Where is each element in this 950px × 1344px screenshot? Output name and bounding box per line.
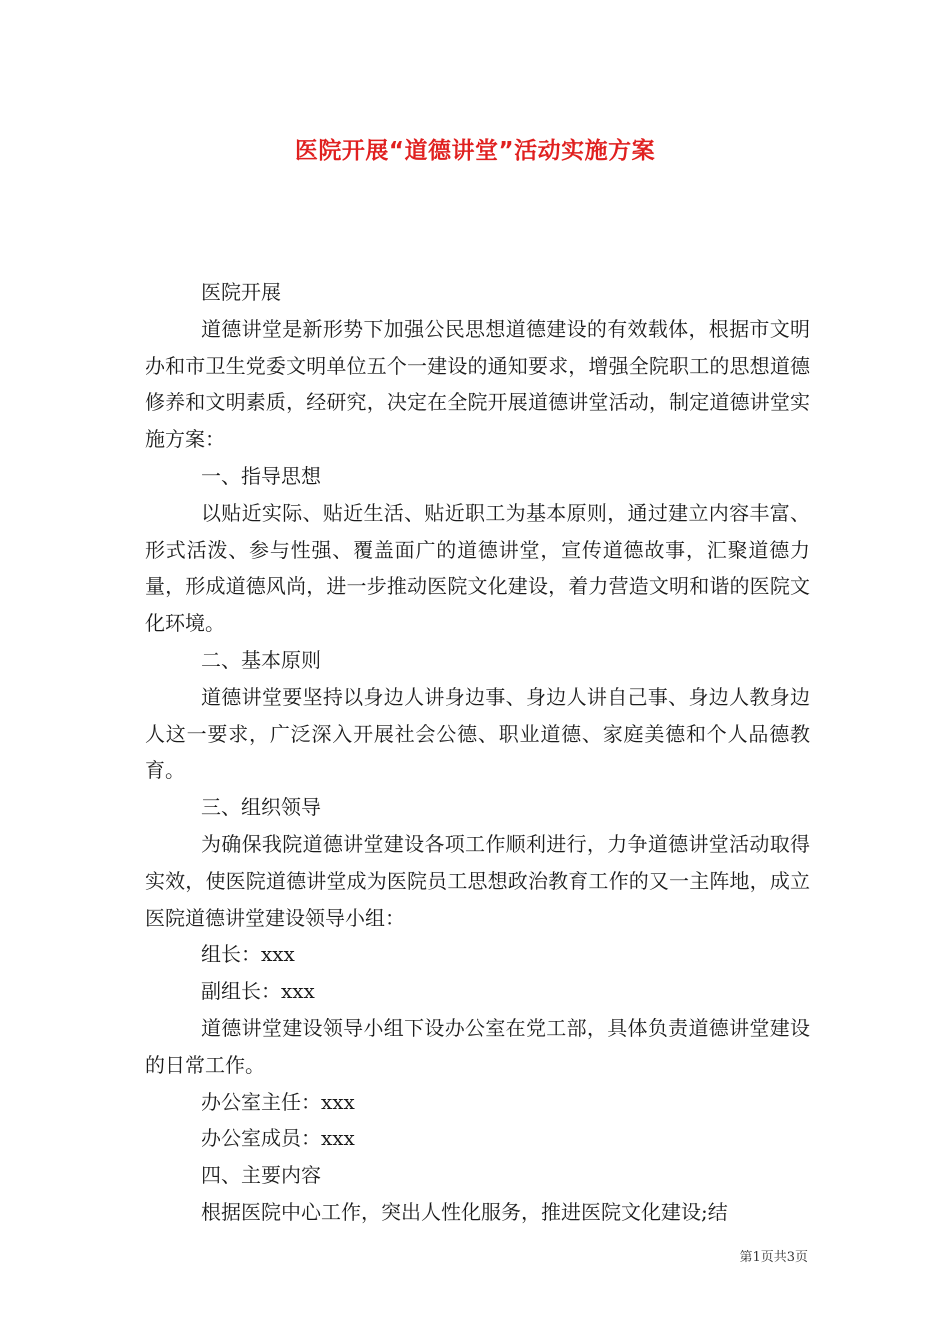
paragraph-basic-principles: 道德讲堂要坚持以身边人讲身边事、身边人讲自己事、身边人教身边人这一要求，广泛深入开展社会公德、职业道德、家庭美德和个人品德教育。 <box>145 684 810 783</box>
paragraph-guiding-ideology: 以贴近实际、贴近生活、贴近职工为基本原则，通过建立内容丰富、形式活泼、参与性强、覆盖面广的道德讲堂，宣传道德故事，汇聚道德力量，形成道德风尚，进一步推动医院文化建设，着力营造文明和谐的医院文化环境。 <box>145 500 810 636</box>
section-heading-organization: 三、组织领导 <box>201 795 321 820</box>
office-director-line: 办公室主任：xxx <box>201 1089 355 1114</box>
document-title: 医院开展“道德讲堂”活动实施方案 <box>294 138 656 164</box>
document-body <box>145 274 810 1231</box>
deputy-leader-line: 副组长：xxx <box>201 979 315 1004</box>
office-members-line: 办公室成员：xxx <box>201 1126 355 1151</box>
paragraph-background: 道德讲堂是新形势下加强公民思想道德建设的有效载体，根据市文明办和市卫生党委文明单位五个一建设的通知要求，增强全院职工的思想道德修养和文明素质，经研究，决定在全院开展道德讲堂活动，制定道德讲堂实施方案： <box>145 316 810 452</box>
section-heading-guiding-ideology: 一、指导思想 <box>201 463 321 488</box>
section-heading-main-content: 四、主要内容 <box>201 1163 321 1188</box>
paragraph-main-content: 根据医院中心工作，突出人性化服务，推进医院文化建设;结 <box>201 1199 728 1224</box>
section-heading-basic-principles: 二、基本原则 <box>201 647 321 672</box>
page-number: 第1页共3页 <box>739 1250 808 1265</box>
leader-line: 组长：xxx <box>201 942 295 967</box>
paragraph-organization: 为确保我院道德讲堂建设各项工作顺利进行，力争道德讲堂活动取得实效，使医院道德讲堂成为医院员工思想政治教育工作的又一主阵地，成立医院道德讲堂建设领导小组： <box>145 831 810 930</box>
paragraph-office: 道德讲堂建设领导小组下设办公室在党工部，具体负责道德讲堂建设的日常工作。 <box>145 1015 810 1077</box>
paragraph-intro: 医院开展 <box>201 280 281 304</box>
